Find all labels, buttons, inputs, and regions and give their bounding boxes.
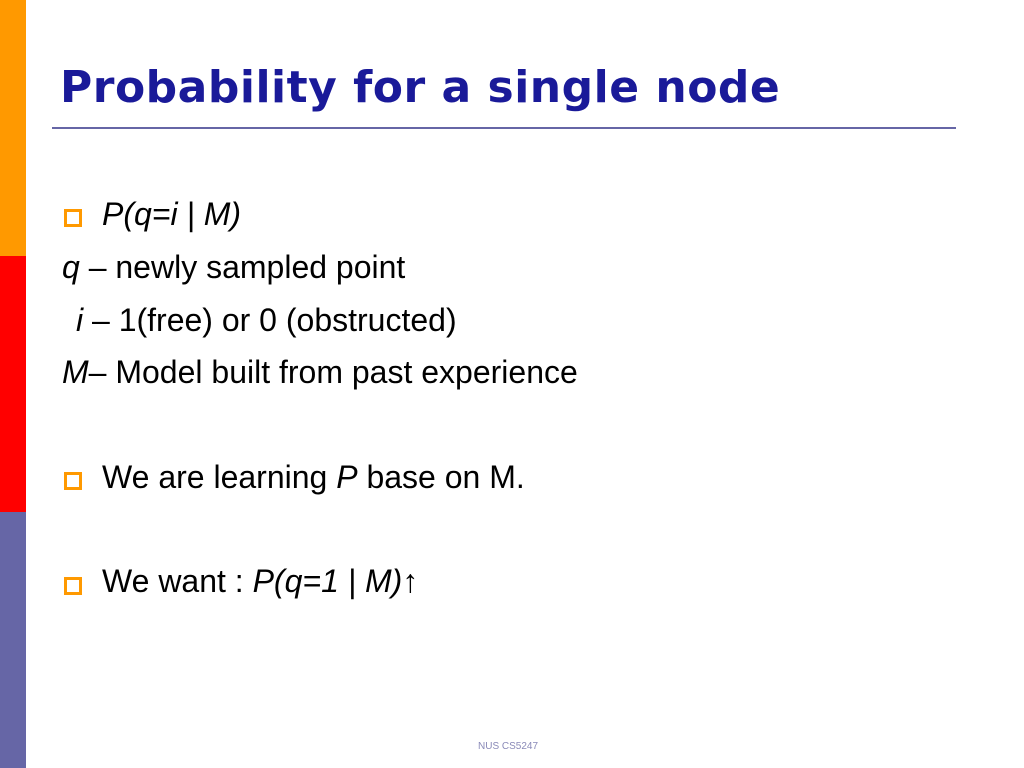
m-description: – Model built from past experience — [88, 354, 578, 390]
i-description: – 1(free) or 0 (obstructed) — [83, 302, 457, 338]
side-bar-red-segment — [0, 256, 26, 512]
title-underline — [52, 127, 956, 129]
q-description: – newly sampled point — [79, 249, 406, 285]
m-variable: M — [62, 354, 89, 390]
i-variable: i — [76, 302, 84, 338]
bullet-formula-text: P(q=i | M) — [102, 196, 241, 232]
square-bullet-icon — [64, 209, 82, 227]
side-bar-purple-segment — [0, 512, 26, 768]
bullet-learning-variable: P — [336, 459, 358, 495]
side-bar-orange-segment — [0, 0, 26, 256]
bullet-want-formula: P(q=1 | M) — [252, 563, 403, 599]
i-definition-line — [76, 302, 457, 339]
square-bullet-icon — [64, 577, 82, 595]
q-definition-line — [62, 249, 405, 286]
bullet-learning-text — [102, 459, 525, 496]
slide-title: Probability for a single node — [60, 62, 781, 113]
bullet-learning-suffix: base on M. — [357, 459, 525, 495]
side-color-bar — [0, 0, 26, 768]
square-bullet-icon — [64, 472, 82, 490]
bullet-want-prefix: We want : — [102, 563, 253, 599]
q-variable: q — [62, 249, 80, 285]
up-arrow-icon: ↑ — [402, 563, 419, 599]
bullet-want-text — [102, 563, 418, 600]
bullet-learning-prefix: We are learning — [102, 459, 337, 495]
slide-footer: NUS CS5247 — [478, 741, 539, 752]
m-definition-line — [62, 354, 578, 391]
